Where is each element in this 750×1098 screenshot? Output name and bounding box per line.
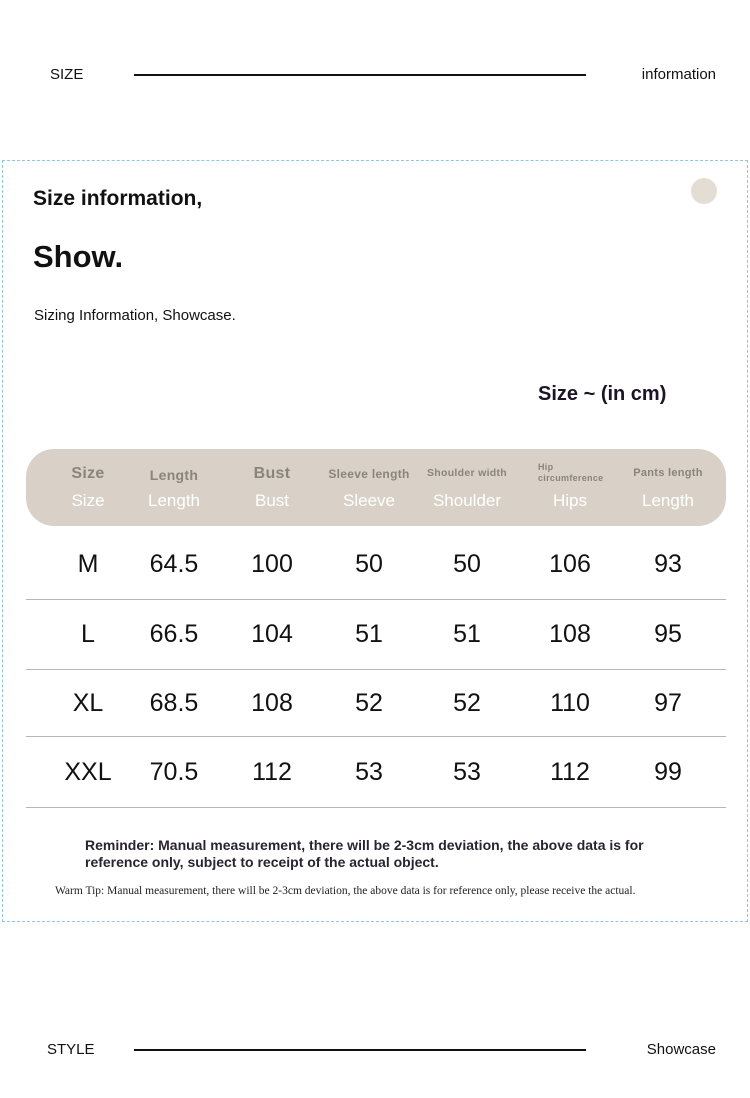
table-cell: 106	[549, 550, 591, 578]
reminder-note: Reminder: Manual measurement, there will be 2-3cm deviation, the above data is for reference only, subject to receipt of the actual object.	[85, 837, 644, 870]
table-cell: 51	[355, 620, 383, 648]
header-bottom-label: Size	[71, 491, 105, 510]
table-cell: 100	[251, 550, 293, 578]
table-cell: 108	[251, 689, 293, 717]
panel-title: Show.	[33, 239, 124, 274]
header-bottom-label: Shoulder	[432, 491, 502, 510]
table-cell: XL	[72, 689, 104, 717]
table-cell: 50	[453, 550, 481, 578]
top-divider-right-label: information	[641, 66, 716, 83]
warm-tip-note: Warm Tip: Manual measurement, there will be 2-3cm deviation, the above data is for reference only, please receive the actual.	[55, 885, 636, 897]
header-bottom-label: Bust	[254, 491, 290, 510]
table-cell: 104	[251, 620, 293, 648]
header-top-label: Bust	[253, 465, 291, 482]
header-bottom-label: Sleeve	[343, 491, 395, 510]
header-bottom-label: Length	[642, 491, 694, 510]
table-cell: 68.5	[149, 689, 199, 717]
table-cell: 50	[355, 550, 383, 578]
table-cell: 108	[549, 620, 591, 648]
table-row	[26, 529, 726, 600]
table-cell: 112	[550, 758, 590, 786]
table-cell: 53	[453, 758, 481, 786]
table-cell: 97	[654, 689, 682, 717]
bottom-divider	[0, 1035, 750, 1065]
table-cell: 64.5	[149, 550, 199, 578]
table-cell: 52	[355, 689, 383, 717]
table-cell: 53	[355, 758, 383, 786]
header-bottom-label: Hips	[552, 491, 587, 510]
table-cell: 93	[654, 550, 682, 578]
bottom-divider-line	[134, 1049, 586, 1051]
unit-label: Size ~ (in cm)	[538, 383, 667, 405]
header-top-label: Hip circumference	[538, 462, 604, 483]
panel-subtitle: Sizing Information, Showcase.	[34, 307, 236, 324]
top-divider-line	[134, 74, 586, 76]
table-cell: 99	[654, 758, 682, 786]
header-top-label: Size	[71, 465, 105, 482]
header-top-label: Pants length	[633, 467, 703, 479]
table-header	[26, 449, 726, 526]
table-cell: XXL	[64, 758, 112, 786]
header-top-label: Length	[149, 467, 199, 483]
bottom-divider-left-label: STYLE	[47, 1041, 95, 1058]
header-bottom-label: Length	[148, 491, 200, 510]
table-cell: M	[77, 550, 99, 578]
table-row	[26, 668, 726, 737]
table-row	[26, 599, 726, 670]
decorative-dot-icon	[691, 178, 717, 204]
header-top-label: Shoulder width	[426, 467, 508, 479]
header-top-label: Sleeve length	[328, 467, 410, 481]
table-cell: 52	[453, 689, 481, 717]
table-cell: 112	[252, 758, 292, 786]
table-cell: 66.5	[149, 620, 199, 648]
size-info-panel	[2, 160, 748, 922]
table-cell: 51	[453, 620, 481, 648]
table-row	[26, 737, 726, 808]
top-divider	[0, 60, 750, 90]
table-cell: L	[81, 620, 95, 648]
table-cell: 70.5	[149, 758, 199, 786]
table-cell: 95	[654, 620, 682, 648]
table-cell: 110	[550, 689, 590, 717]
bottom-divider-right-label: Showcase	[646, 1041, 716, 1058]
panel-heading: Size information,	[33, 187, 203, 210]
top-divider-left-label: SIZE	[50, 66, 84, 83]
